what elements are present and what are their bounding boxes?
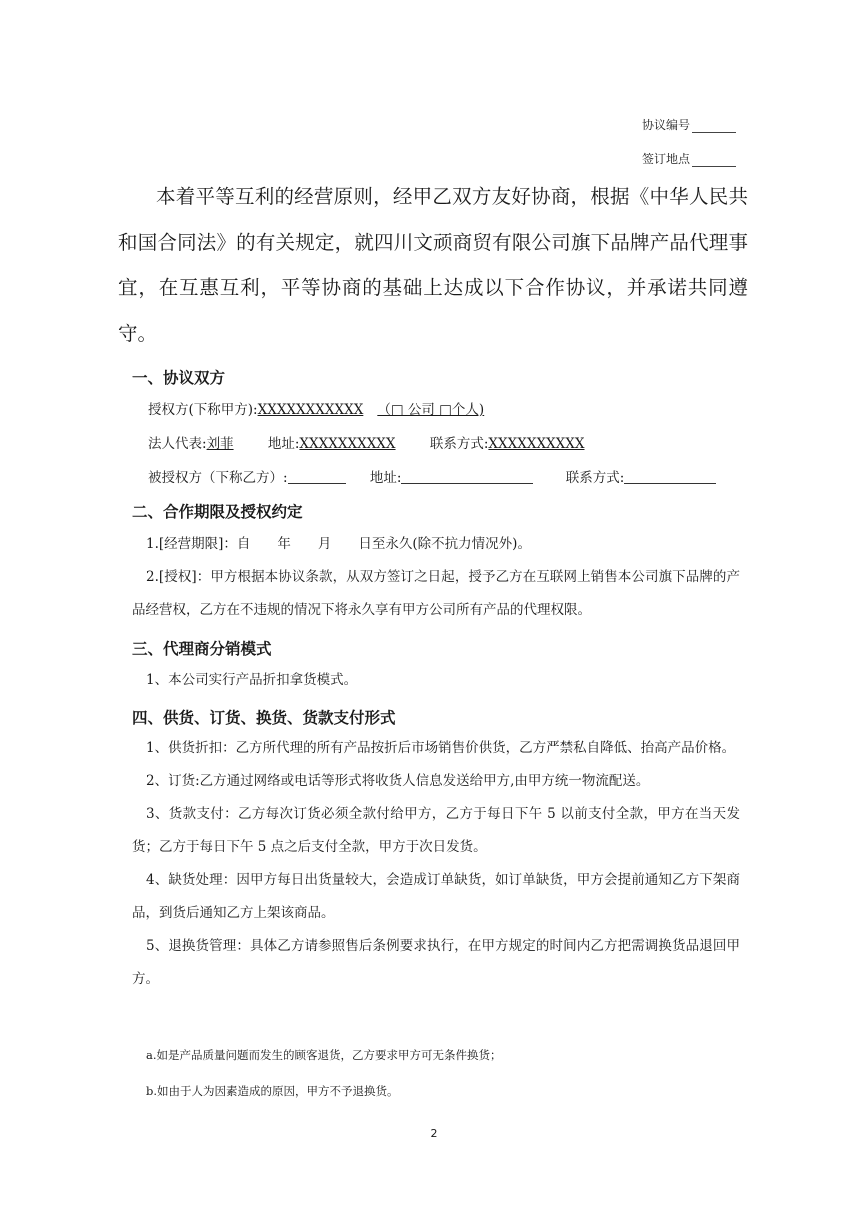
agreement-number-field <box>642 116 736 133</box>
returns-clause: 5、退换货管理：具体乙方请参照售后条例要求执行，在甲方规定的时间内乙方把需调换货品退回甲方。 <box>132 938 740 987</box>
section-4-heading: 四、供货、订货、换货、货款支付形式 <box>132 709 396 727</box>
grantor-label: 授权方(下称甲方): <box>148 402 258 418</box>
payment-clause: 3、货款支付：乙方每次订货必须全款付给甲方，乙方于每日下午 5 以前支付全款，甲方在当天发货；乙方于每日下午 5 点之后支付全款，甲方于次日发货。 <box>132 806 740 855</box>
section-2-body <box>132 528 740 627</box>
returns-sub-a: a.如是产品质量问题而发生的顾客退货，乙方要求甲方可无条件换货； <box>146 1048 502 1062</box>
contact-label: 联系方式: <box>429 436 489 452</box>
address-value: XXXXXXXXXX <box>299 436 396 452</box>
grantee-line <box>148 466 716 486</box>
grantor-line <box>148 398 484 418</box>
distribution-clause: 1、本公司实行产品折扣拿货模式。 <box>146 672 358 688</box>
legal-rep-line <box>148 432 585 452</box>
section-3-heading: 三、代理商分销模式 <box>132 640 272 658</box>
rep-label: 法人代表: <box>148 436 207 452</box>
section-2-heading: 二、合作期限及授权约定 <box>132 503 303 521</box>
sign-place-label: 签订地点 <box>641 152 690 166</box>
agreement-number-blank <box>692 120 736 133</box>
section-1-heading: 一、协议双方 <box>132 369 226 387</box>
contact-value: XXXXXXXXXX <box>488 436 585 452</box>
intro-paragraph <box>118 174 748 356</box>
grantee-address-label: 地址: <box>369 470 402 486</box>
sign-place-blank <box>692 154 736 167</box>
sign-place-field <box>642 150 736 167</box>
rep-value: 刘菲 <box>206 436 234 452</box>
grantee-address-blank <box>401 469 533 484</box>
grantor-value: XXXXXXXXXXX <box>257 402 364 418</box>
address-label: 地址: <box>267 436 300 452</box>
returns-sub-b: b.如由于人为因素造成的原因，甲方不予退换货。 <box>146 1084 399 1098</box>
grantee-label: 被授权方（下称乙方）: <box>148 470 288 486</box>
agreement-number-label: 协议编号 <box>641 118 690 132</box>
page-number: 2 <box>430 1127 438 1140</box>
intro-text: 本着平等互利的经营原则，经甲乙双方友好协商，根据《中华人民共和国合同法》的有关规定，就四川文顽商贸有限公司旗下品牌产品代理事宜，在互惠互利，平等协商的基础上达成以下合作协议，并承诺共同遵守。 <box>118 185 748 345</box>
supply-discount-clause: 1、供货折扣：乙方所代理的所有产品按折后市场销售价供货，乙方严禁私自降低、抬高产品价格。 <box>146 740 736 756</box>
grantee-name-blank <box>288 469 346 484</box>
out-of-stock-clause: 4、缺货处理：因甲方每日出货量较大，会造成订单缺货，如订单缺货，甲方会提前通知乙方下架商品，到货后通知乙方上架该商品。 <box>132 872 740 921</box>
section-3-body <box>132 664 740 697</box>
term-clause: 1.[经营期限]：自 年 月 日至永久(除不抗力情况外)。 <box>146 536 531 552</box>
grantee-contact-label: 联系方式: <box>565 470 625 486</box>
section-4-body <box>132 732 740 996</box>
grantor-type: （□ 公司 □个人) <box>377 402 485 418</box>
ordering-clause: 2、订货:乙方通过网络或电话等形式将收货人信息发送给甲方,由甲方统一物流配送。 <box>146 773 650 789</box>
grantee-contact-blank <box>624 469 716 484</box>
authorization-clause: 2.[授权]：甲方根据本协议条款，从双方签订之日起，授予乙方在互联网上销售本公司旗下品牌的产品经营权，乙方在不违规的情况下将永久享有甲方公司所有产品的代理权限。 <box>132 569 740 618</box>
